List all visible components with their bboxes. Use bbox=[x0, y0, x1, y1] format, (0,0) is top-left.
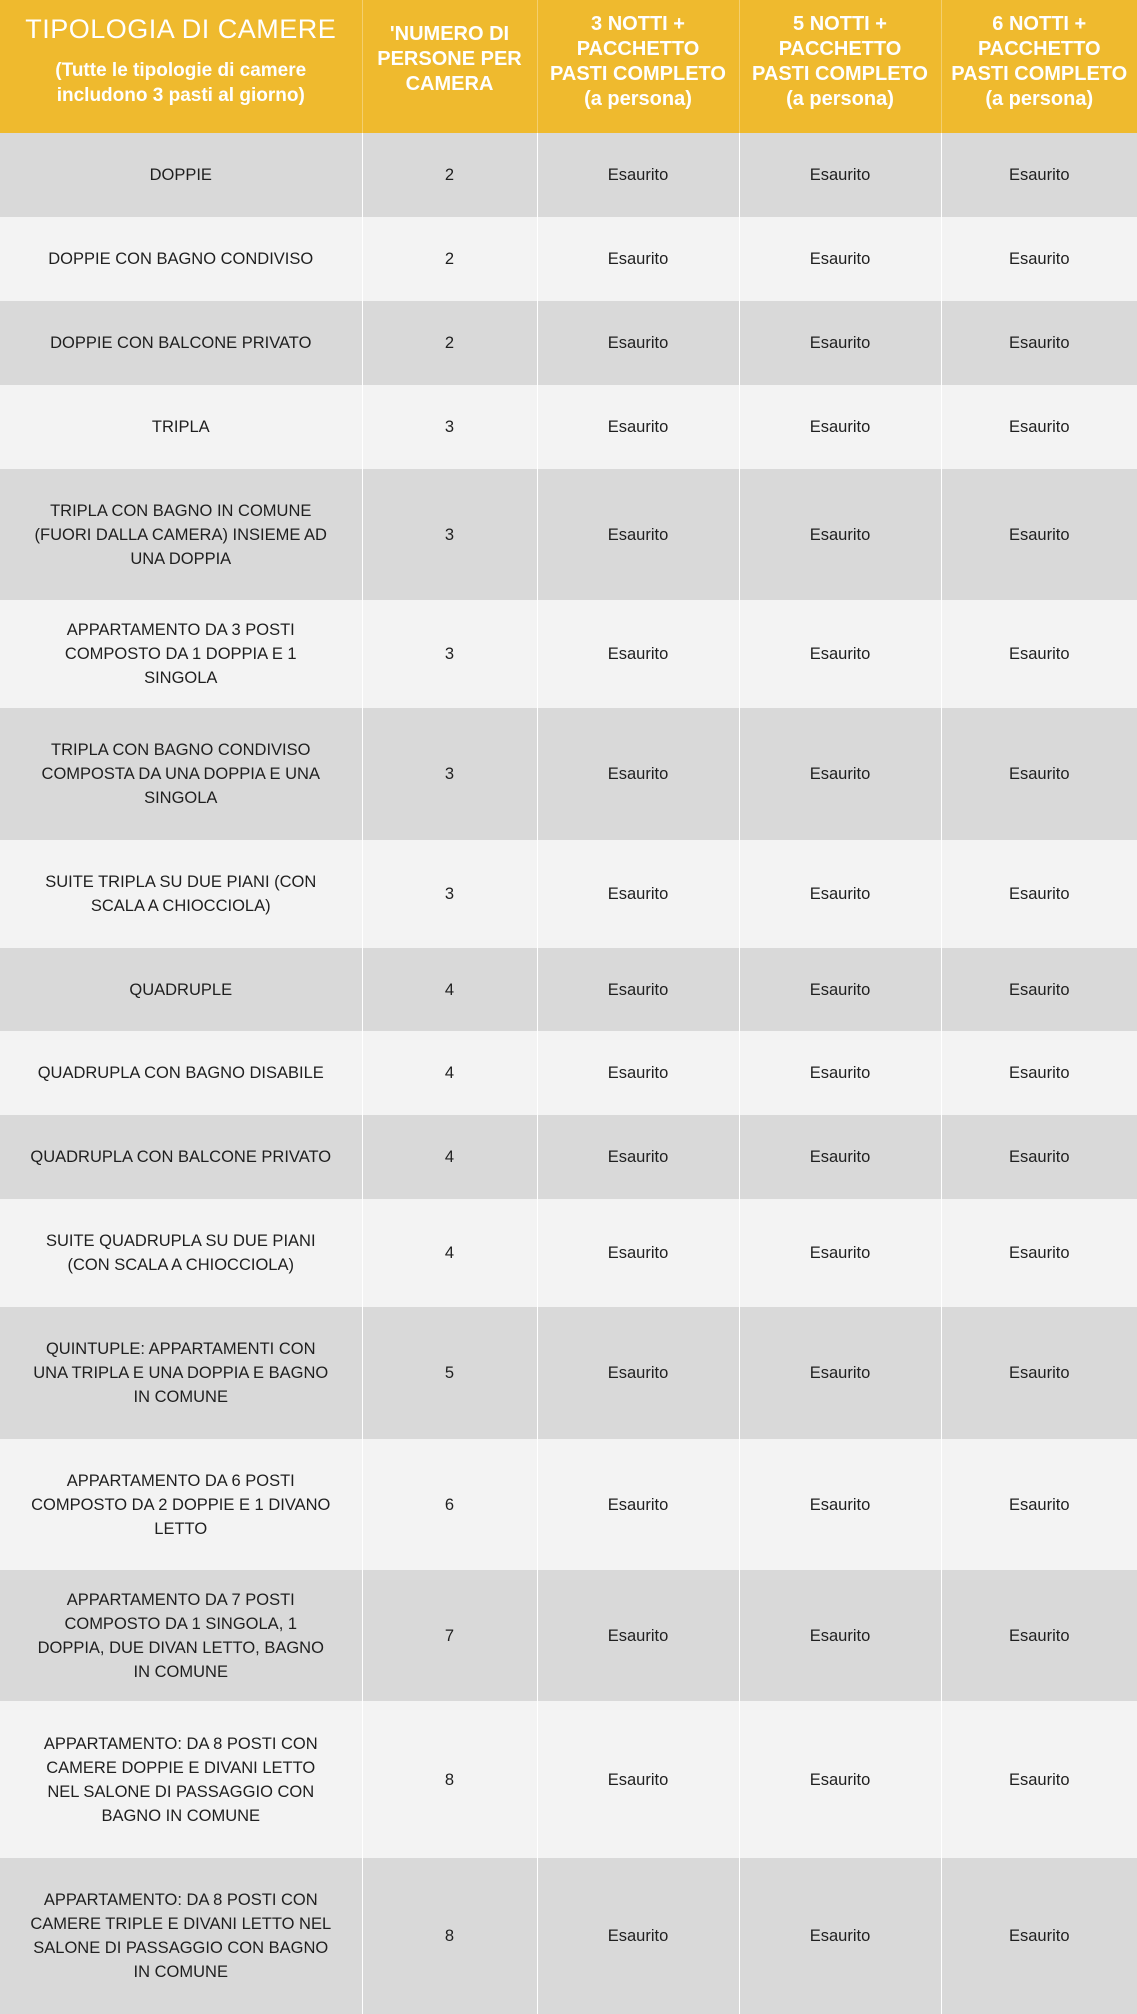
table-body bbox=[0, 133, 1137, 2014]
price-6-nights-cell: Esaurito bbox=[941, 469, 1137, 600]
price-6-nights-cell: Esaurito bbox=[941, 301, 1137, 385]
table-row bbox=[0, 1307, 1137, 1439]
price-6-nights-cell: Esaurito bbox=[941, 708, 1137, 840]
price-5-nights-cell: Esaurito bbox=[739, 1858, 941, 2014]
price-3-nights-cell: Esaurito bbox=[537, 708, 739, 840]
price-6-nights-cell: Esaurito bbox=[941, 1439, 1137, 1570]
table-header bbox=[0, 0, 1137, 133]
price-3-nights-cell: Esaurito bbox=[537, 301, 739, 385]
persons-cell: 2 bbox=[362, 133, 537, 217]
price-5-nights-cell: Esaurito bbox=[739, 301, 941, 385]
persons-cell: 4 bbox=[362, 1199, 537, 1307]
table-row bbox=[0, 840, 1137, 948]
price-6-nights-cell: Esaurito bbox=[941, 1570, 1137, 1701]
table-row bbox=[0, 948, 1137, 1031]
price-5-nights-cell: Esaurito bbox=[739, 1115, 941, 1199]
persons-cell: 8 bbox=[362, 1701, 537, 1858]
price-6-nights-cell: Esaurito bbox=[941, 1031, 1137, 1115]
price-3-nights-cell: Esaurito bbox=[537, 840, 739, 948]
room-type-cell: DOPPIE CON BAGNO CONDIVISO bbox=[0, 217, 362, 301]
table-row bbox=[0, 1701, 1137, 1858]
header-line: CAMERA bbox=[405, 73, 494, 95]
header-line: PACCHETTO bbox=[778, 38, 902, 60]
price-3-nights-cell: Esaurito bbox=[537, 217, 739, 301]
header-room-type-note-line: (Tutte le tipologie di camere bbox=[55, 60, 307, 81]
room-type-cell: APPARTAMENTO: DA 8 POSTI CON CAMERE DOPPIE E DIVANI LETTO NEL SALONE DI PASSAGGIO CON BAGNO IN COMUNE bbox=[0, 1701, 362, 1858]
price-6-nights-cell: Esaurito bbox=[941, 840, 1137, 948]
header-persons-per-room bbox=[362, 0, 537, 133]
price-5-nights-cell: Esaurito bbox=[739, 385, 941, 469]
persons-cell: 3 bbox=[362, 469, 537, 600]
price-6-nights-cell: Esaurito bbox=[941, 600, 1137, 708]
price-6-nights-cell: Esaurito bbox=[941, 1858, 1137, 2014]
header-room-type-note-line: includono 3 pasti al giorno) bbox=[56, 85, 305, 106]
persons-cell: 3 bbox=[362, 708, 537, 840]
price-6-nights-cell: Esaurito bbox=[941, 1307, 1137, 1439]
price-5-nights-cell: Esaurito bbox=[739, 1199, 941, 1307]
price-3-nights-cell: Esaurito bbox=[537, 1307, 739, 1439]
price-5-nights-cell: Esaurito bbox=[739, 1439, 941, 1570]
table-row bbox=[0, 385, 1137, 469]
price-3-nights-cell: Esaurito bbox=[537, 1701, 739, 1858]
price-5-nights-cell: Esaurito bbox=[739, 217, 941, 301]
price-3-nights-cell: Esaurito bbox=[537, 1199, 739, 1307]
table-row bbox=[0, 1115, 1137, 1199]
room-type-cell: TRIPLA CON BAGNO CONDIVISO COMPOSTA DA UNA DOPPIA E UNA SINGOLA bbox=[0, 708, 362, 840]
price-6-nights-cell: Esaurito bbox=[941, 133, 1137, 217]
price-6-nights-cell: Esaurito bbox=[941, 385, 1137, 469]
header-3-nights bbox=[537, 0, 739, 133]
price-3-nights-cell: Esaurito bbox=[537, 1115, 739, 1199]
persons-cell: 4 bbox=[362, 1031, 537, 1115]
price-3-nights-cell: Esaurito bbox=[537, 385, 739, 469]
price-6-nights-cell: Esaurito bbox=[941, 948, 1137, 1031]
price-5-nights-cell: Esaurito bbox=[739, 1701, 941, 1858]
persons-cell: 6 bbox=[362, 1439, 537, 1570]
header-line: 3 NOTTI + bbox=[591, 13, 685, 35]
table-row bbox=[0, 301, 1137, 385]
table-row bbox=[0, 1199, 1137, 1307]
table-row bbox=[0, 600, 1137, 708]
header-line: 'NUMERO DI bbox=[389, 23, 510, 45]
room-type-cell: QUADRUPLA CON BAGNO DISABILE bbox=[0, 1031, 362, 1115]
header-line: 6 NOTTI + bbox=[992, 13, 1087, 35]
price-6-nights-cell: Esaurito bbox=[941, 1115, 1137, 1199]
header-line: PERSONE PER bbox=[377, 48, 522, 70]
persons-cell: 3 bbox=[362, 840, 537, 948]
header-6-nights bbox=[941, 0, 1137, 133]
price-3-nights-cell: Esaurito bbox=[537, 1031, 739, 1115]
persons-cell: 2 bbox=[362, 301, 537, 385]
table-row bbox=[0, 133, 1137, 217]
table-row bbox=[0, 469, 1137, 600]
price-3-nights-cell: Esaurito bbox=[537, 469, 739, 600]
room-type-cell: APPARTAMENTO DA 3 POSTI COMPOSTO DA 1 DOPPIA E 1 SINGOLA bbox=[0, 600, 362, 708]
price-6-nights-cell: Esaurito bbox=[941, 1199, 1137, 1307]
table-row bbox=[0, 1031, 1137, 1115]
header-line: PACCHETTO bbox=[576, 38, 700, 60]
price-3-nights-cell: Esaurito bbox=[537, 1570, 739, 1701]
room-type-cell: APPARTAMENTO: DA 8 POSTI CON CAMERE TRIPLE E DIVANI LETTO NEL SALONE DI PASSAGGIO CON BAGNO IN COMUNE bbox=[0, 1858, 362, 2014]
header-line: PASTI COMPLETO bbox=[550, 63, 726, 85]
persons-cell: 7 bbox=[362, 1570, 537, 1701]
price-3-nights-cell: Esaurito bbox=[537, 1858, 739, 2014]
persons-cell: 3 bbox=[362, 600, 537, 708]
persons-cell: 3 bbox=[362, 385, 537, 469]
header-room-type-title: TIPOLOGIA DI CAMERE bbox=[25, 14, 337, 44]
header-line: PASTI COMPLETO bbox=[951, 63, 1128, 85]
price-3-nights-cell: Esaurito bbox=[537, 1439, 739, 1570]
persons-cell: 2 bbox=[362, 217, 537, 301]
price-5-nights-cell: Esaurito bbox=[739, 1307, 941, 1439]
header-room-type bbox=[0, 0, 362, 133]
price-5-nights-cell: Esaurito bbox=[739, 1570, 941, 1701]
room-type-cell: APPARTAMENTO DA 7 POSTI COMPOSTO DA 1 SINGOLA, 1 DOPPIA, DUE DIVAN LETTO, BAGNO IN COMUNE bbox=[0, 1570, 362, 1701]
room-type-cell: TRIPLA bbox=[0, 385, 362, 469]
header-per-person: (a persona) bbox=[786, 88, 894, 110]
price-6-nights-cell: Esaurito bbox=[941, 1701, 1137, 1858]
table-row bbox=[0, 708, 1137, 840]
price-6-nights-cell: Esaurito bbox=[941, 217, 1137, 301]
price-3-nights-cell: Esaurito bbox=[537, 133, 739, 217]
price-5-nights-cell: Esaurito bbox=[739, 840, 941, 948]
room-type-cell: TRIPLA CON BAGNO IN COMUNE (FUORI DALLA CAMERA) INSIEME AD UNA DOPPIA bbox=[0, 469, 362, 600]
header-line: PACCHETTO bbox=[977, 38, 1101, 60]
room-type-cell: APPARTAMENTO DA 6 POSTI COMPOSTO DA 2 DOPPIE E 1 DIVANO LETTO bbox=[0, 1439, 362, 1570]
room-type-cell: QUADRUPLE bbox=[0, 948, 362, 1031]
room-type-cell: DOPPIE bbox=[0, 133, 362, 217]
room-type-cell: QUINTUPLE: APPARTAMENTI CON UNA TRIPLA E UNA DOPPIA E BAGNO IN COMUNE bbox=[0, 1307, 362, 1439]
price-5-nights-cell: Esaurito bbox=[739, 948, 941, 1031]
persons-cell: 4 bbox=[362, 1115, 537, 1199]
persons-cell: 5 bbox=[362, 1307, 537, 1439]
room-type-cell: SUITE TRIPLA SU DUE PIANI (CON SCALA A CHIOCCIOLA) bbox=[0, 840, 362, 948]
price-5-nights-cell: Esaurito bbox=[739, 600, 941, 708]
price-3-nights-cell: Esaurito bbox=[537, 948, 739, 1031]
header-per-person: (a persona) bbox=[985, 88, 1094, 110]
price-5-nights-cell: Esaurito bbox=[739, 708, 941, 840]
header-row bbox=[0, 0, 1137, 133]
header-per-person: (a persona) bbox=[584, 88, 692, 110]
price-5-nights-cell: Esaurito bbox=[739, 133, 941, 217]
header-room-type-note bbox=[8, 58, 354, 108]
table-row bbox=[0, 1858, 1137, 2014]
persons-cell: 4 bbox=[362, 948, 537, 1031]
header-line: PASTI COMPLETO bbox=[752, 63, 928, 85]
price-5-nights-cell: Esaurito bbox=[739, 1031, 941, 1115]
room-type-cell: DOPPIE CON BALCONE PRIVATO bbox=[0, 301, 362, 385]
price-3-nights-cell: Esaurito bbox=[537, 600, 739, 708]
table-row bbox=[0, 1439, 1137, 1570]
room-type-cell: QUADRUPLA CON BALCONE PRIVATO bbox=[0, 1115, 362, 1199]
table-row bbox=[0, 217, 1137, 301]
persons-cell: 8 bbox=[362, 1858, 537, 2014]
header-5-nights bbox=[739, 0, 941, 133]
price-5-nights-cell: Esaurito bbox=[739, 469, 941, 600]
room-type-cell: SUITE QUADRUPLA SU DUE PIANI (CON SCALA A CHIOCCIOLA) bbox=[0, 1199, 362, 1307]
table-row bbox=[0, 1570, 1137, 1701]
header-line: 5 NOTTI + bbox=[793, 13, 887, 35]
